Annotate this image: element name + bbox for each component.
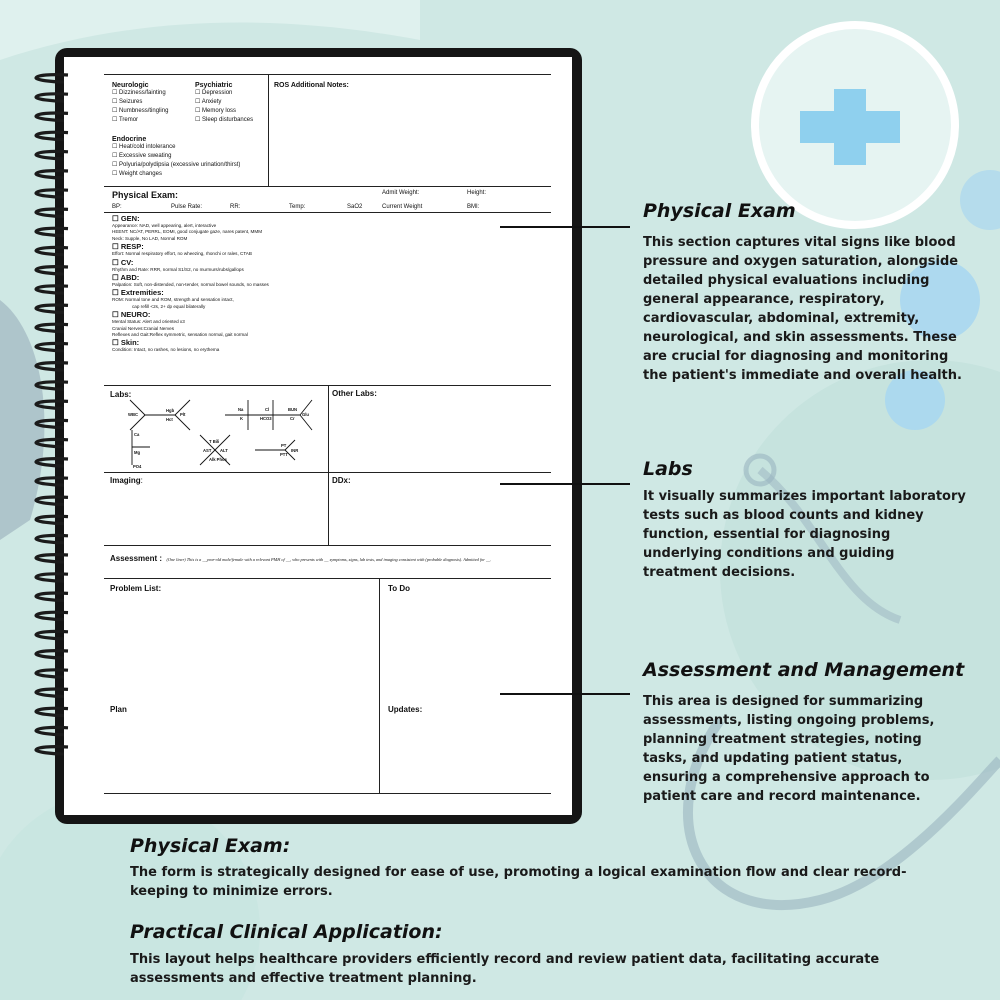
labs-title: Labs: [110, 390, 132, 399]
todo-title: To Do [388, 584, 411, 593]
problem-list-title: Problem List: [110, 584, 162, 593]
sao2-label: SaO2 [347, 204, 363, 210]
assessment-colon: : [157, 554, 163, 563]
ros-notes-label: ROS Additional Notes: [274, 82, 349, 89]
exam-section-title[interactable]: RESP: [120, 242, 144, 252]
exam-line: HEENT: NC/AT, PERRL, EOMI, good conjugate gaze, nares patent, MMM [112, 229, 263, 235]
admit-weight-label: Admit Weight: [382, 190, 420, 196]
temp-label: Temp: [289, 204, 306, 210]
bottom-clinical-application-body: This layout helps healthcare providers efficiently record and review patient data, facilitating accurate assessments and effective treatment planning. [130, 952, 880, 986]
ros-neurologic-title: Neurologic [112, 82, 149, 89]
annotation-assessment-body: This area is designed for summarizing assessments, listing ongoing problems, planning treatment strategies, noting tasks, and updating patient status, ensuring a comprehensive approach to patient care and record maintenance. [643, 694, 935, 804]
exam-line: Reflexes and Gait:Reflex symmetric, sensation normal, gait normal [112, 332, 248, 338]
plan-title: Plan [110, 705, 127, 714]
exam-section-title[interactable]: Extremities: [120, 288, 164, 298]
bottom-physical-exam-title: Physical Exam: [130, 835, 291, 857]
exam-neuro: ☐ NEURO: Mental Status: Alert and oriented x3 Cranial Nerves:Cranial Nerves Reflexes and Gait:Reflex symmetric, sensation normal, gait normal [112, 310, 432, 338]
checkbox-item[interactable]: ☐ Memory loss [195, 108, 237, 114]
exam-section-title[interactable]: ABD: [120, 273, 140, 283]
exam-abd: ☐ ABD: Palpation: Soft, non-distended, non-tender, normal bowel sounds, no masses [112, 273, 432, 288]
lab-wbc-label: WBC [128, 412, 139, 417]
exam-line: Effort: Normal respiratory effort, no wheezing, rhonchi or rales, CTAB [112, 251, 252, 257]
checkbox-item[interactable]: ☐ Heat/cold intolerance [112, 144, 176, 150]
bottom-clinical-application-title: Practical Clinical Application: [130, 921, 443, 943]
updates-title: Updates: [388, 705, 423, 714]
divider [104, 578, 551, 579]
lab-hco3-label: HCO3 [260, 416, 272, 421]
lab-k-label: K [240, 416, 244, 421]
lab-ptt-label: PTT [280, 452, 288, 457]
bmi-label: BMI: [467, 204, 480, 210]
imaging-colon: : [140, 476, 143, 485]
exam-line: Rhythm and Rate: RRR, normal S1/S2, no murmurs/rubs/gallops [112, 266, 244, 272]
imaging-title: Imaging [110, 476, 141, 485]
ddx-title: DDx: [332, 476, 351, 485]
exam-cv: ☐ CV: Rhythm and Rate: RRR, normal S1/S2, no murmurs/rubs/gallops [112, 258, 432, 273]
checkbox-item[interactable]: ☐ Excessive sweating [112, 153, 172, 159]
annotation-labs-body: It visually summarizes important laboratory tests such as blood counts and kidney function, essential for diagnosing underlying conditions and guiding treatment decisions. [643, 489, 966, 580]
current-weight-label: Current Weight [382, 204, 423, 210]
assessment-title: Assessment [110, 554, 158, 563]
checkbox-item[interactable]: ☐ Depression [195, 90, 233, 96]
exam-section-title[interactable]: GEN: [120, 214, 140, 223]
annotation-labs-title: Labs [643, 458, 693, 480]
checkbox-item[interactable]: ☐ Numbness/tingling [112, 108, 169, 114]
lab-cr-label: Cr [290, 416, 295, 421]
exam-line: Appearance: NAD, well appearing, alert, interactive [112, 223, 217, 228]
lab-ca-label: Ca [134, 432, 140, 437]
checkbox-item[interactable]: ☐ Polyuria/polydipsia (excessive urination/thirst) [112, 162, 241, 168]
rr-label: RR: [230, 204, 241, 210]
exam-line: Mental Status: Alert and oriented x3 [112, 319, 185, 325]
annotation-physical-exam-title: Physical Exam [643, 200, 796, 222]
lab-pt-label: PT [281, 443, 287, 448]
bottom-physical-exam-body: The form is strategically designed for ease of use, promoting a logical examination flow and clear record-keeping to minimize errors. [130, 865, 907, 899]
assessment-row [110, 548, 555, 566]
pointer-line [500, 483, 630, 485]
lab-bun-label: BUN [288, 407, 298, 412]
lab-alt-label: ALT [220, 448, 228, 453]
exam-skin: ☐ Skin: Condition: Intact, no rashes, no lesions, no erythema [112, 338, 432, 353]
checkbox-item[interactable]: ☐ Weight changes [112, 171, 162, 177]
checkbox-item[interactable]: ☐ Dizziness/fainting [112, 90, 166, 96]
pulse-label: Pulse Rate: [171, 204, 203, 210]
divider [379, 578, 380, 793]
exam-line: cap refill <2s, 2+ dp equal bilaterally [132, 303, 206, 309]
annotation-assessment-title: Assessment and Management [643, 659, 965, 681]
checkbox-item[interactable]: ☐ Seizures [112, 99, 143, 105]
lab-na-label: Na [238, 407, 244, 412]
divider [104, 793, 551, 794]
exam-line: Palpation: Soft, non-distended, non-tender, normal bowel sounds, no masses [112, 282, 269, 288]
lab-inr-label: INR [291, 448, 299, 453]
exam-section-title[interactable]: NEURO: [120, 310, 151, 320]
checkbox-item[interactable]: ☐ Tremor [112, 117, 139, 123]
exam-line: Cranial Nerves:Cranial Nerves [112, 325, 175, 331]
exam-line: Condition: Intact, no rashes, no lesions, no erythema [112, 347, 220, 353]
lab-po4-label: PO4 [133, 464, 142, 469]
checkbox-item[interactable]: ☐ Anxiety [195, 99, 222, 105]
annotation-physical-exam-body: This section captures vital signs like blood pressure and oxygen saturation, alongside detailed physical evaluations including general appearance, respiratory, cardiovascular, abdominal, extremity, neurological, and skin assessments. These are crucial for diagnosing and monitoring the patient's immediate and overall health. [643, 235, 962, 383]
physical-exam-title: Physical Exam: [112, 190, 179, 200]
pointer-line [500, 693, 630, 695]
lab-alkphos-label: Alk Phos [209, 457, 227, 462]
exam-extremities: ☐ Extremities: ROM: Normal tone and ROM, strength and sensation intact, cap refill <2s, 2+ dp equal bilaterally [112, 288, 432, 310]
bp-label: BP: [112, 204, 122, 210]
assessment-template: (One liner) This is a __year-old male/female with a relevant PMH of __, who presents with __ symptoms, signs, lab tests, and imaging consistent with (probable diagnosis). Admitted for __. [166, 557, 492, 562]
exam-line: ROM: Normal tone and ROM, strength and sensation intact, [112, 297, 234, 303]
height-label: Height: [467, 190, 487, 196]
lab-glu-label: Glu [302, 412, 309, 417]
other-labs-title: Other Labs: [332, 389, 377, 398]
lab-tbili-label: T Bili [209, 439, 220, 444]
lab-cl-label: Cl [265, 407, 270, 412]
checkbox-item[interactable]: ☐ Sleep disturbances [195, 117, 254, 123]
pointer-line [500, 226, 630, 228]
exam-section-title[interactable]: CV: [120, 257, 134, 267]
lab-hgb-label: Hgb [166, 408, 175, 413]
exam-gen: ☐ GEN: Appearance: NAD, well appearing, alert, interactive HEENT: NC/AT, PERRL, EOMI, good conjugate gaze, nares patent, MMM Neck: Supple, No LAD, Normal ROM [112, 214, 432, 242]
exam-line: Neck: Supple, No LAD, Normal ROM [112, 235, 188, 241]
lab-hct-label: Hct [166, 417, 173, 422]
ros-endocrine-title: Endocrine [112, 136, 147, 143]
divider [104, 545, 551, 546]
ros-psychiatric-title: Psychiatric [195, 82, 233, 89]
exam-resp: ☐ RESP: Effort: Normal respiratory effort, no wheezing, rhonchi or rales, CTAB [112, 242, 432, 257]
lab-plt-label: Plt [180, 412, 186, 417]
exam-section-title[interactable]: Skin: [120, 338, 140, 348]
lab-ast-label: AST [203, 448, 212, 453]
lab-mg-label: Mg [134, 450, 141, 455]
divider [104, 472, 551, 473]
